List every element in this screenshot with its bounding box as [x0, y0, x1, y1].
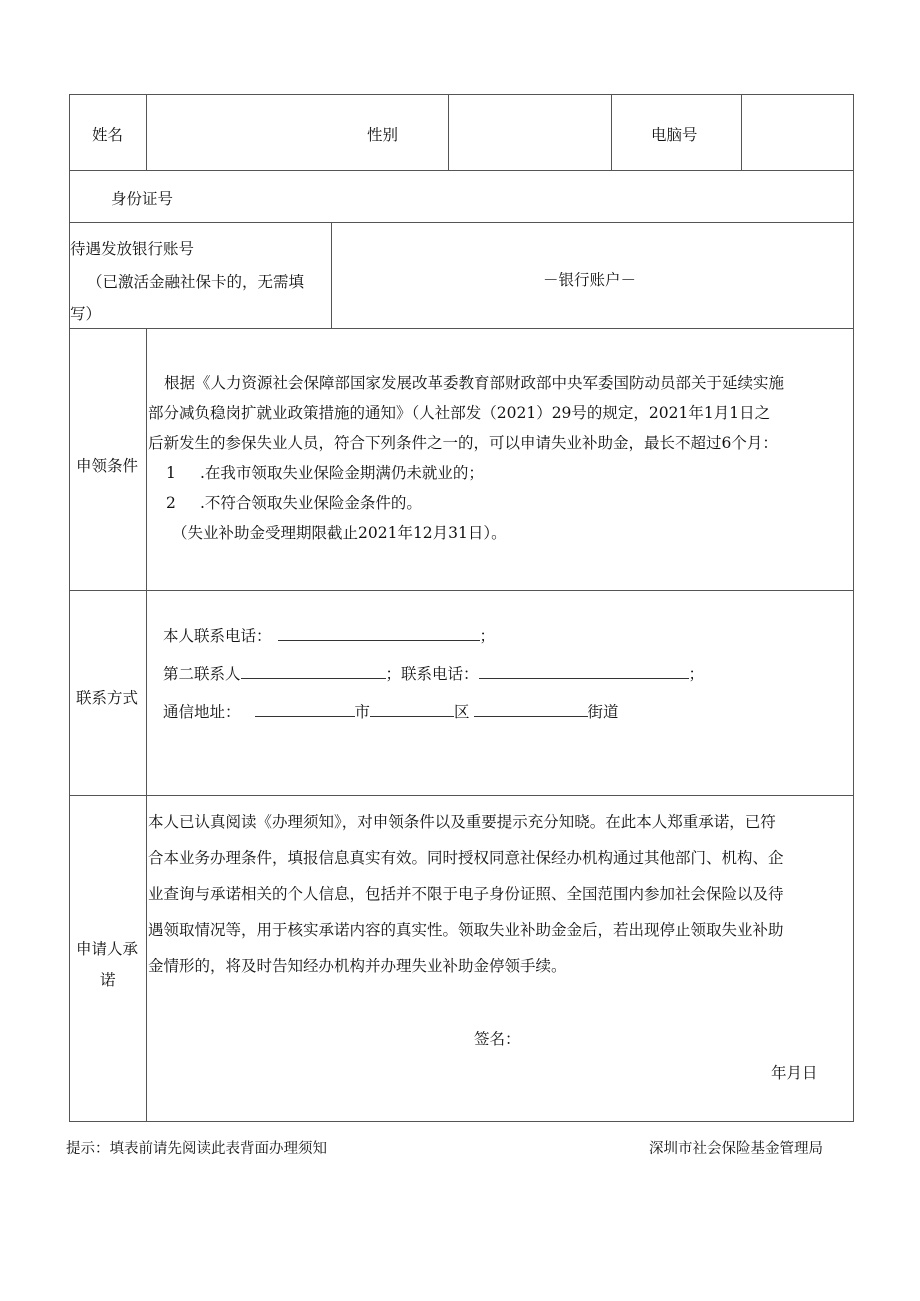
district-input[interactable] [370, 702, 454, 717]
pledge-text: 本人已认真阅读《办理须知》，对申领条件以及重要提示充分知晓。在此本人郑重承诺，已符 [148, 813, 776, 831]
row-divider [69, 795, 854, 796]
deadline-note: （失业补助金受理期限截止2021年12月31日）。 [172, 524, 507, 542]
name-label: 姓名 [92, 126, 124, 144]
bank-note-cont: 写） [70, 305, 102, 323]
condition-item: .不符合领取失业保险金条件的。 [200, 494, 422, 512]
pledge-text: 业查询与承诺相关的个人信息，包括并不限于电子身份证照、全国范围内参加社会保险以及待 [148, 885, 784, 903]
pledge-text: 合本业务办理条件，填报信息真实有效。同时授权同意社保经办机构通过其他部门、机构、企 [148, 849, 784, 867]
phone-input[interactable] [278, 626, 480, 641]
street-label: 街道 [587, 703, 619, 721]
col-divider [146, 328, 147, 1122]
conditions-text: 后新发生的参保失业人员，符合下列条件之一的，可以申请失业补助金，最长不超过6个月： [148, 434, 778, 452]
footer-org: 深圳市社会保险基金管理局 [649, 1141, 823, 1157]
bank-account-value[interactable]: －银行账户－ [543, 271, 637, 289]
condition-item: .在我市领取失业保险金期满仍未就业的； [200, 464, 484, 482]
table-border [69, 1121, 854, 1122]
address-label: 通信地址： [163, 703, 241, 721]
city-label: 市 [354, 703, 371, 721]
gender-label: 性别 [367, 126, 399, 144]
row-divider [69, 222, 854, 223]
col-divider [146, 94, 147, 170]
bank-note: （已激活金融社保卡的，无需填 [87, 273, 305, 291]
second-phone-label: ；联系电话： [385, 665, 479, 683]
pledge-text: 遇领取情况等，用于核实承诺内容的真实性。领取失业补助金金后，若出现停止领取失业补助 [148, 921, 784, 939]
col-divider [331, 222, 332, 328]
row-divider [69, 328, 854, 329]
contact-label: 联系方式 [76, 689, 139, 707]
conditions-text: 部分减负稳岗扩就业政策措施的通知》（人社部发（2021）29号的规定，2021年1月1日之 [148, 404, 771, 422]
pledge-text: 金情形的，将及时告知经办机构并办理失业补助金停领手续。 [148, 957, 567, 975]
id-label: 身份证号 [111, 190, 174, 208]
street-input[interactable] [474, 702, 588, 717]
conditions-text: 根据《人力资源社会保障部国家发展改革委教育部财政部中央军委国防动员部关于延续实施 [164, 374, 785, 392]
footer-tip: 提示：填表前请先阅读此表背面办理须知 [66, 1141, 327, 1157]
item-number: 1 [166, 464, 176, 482]
city-input[interactable] [255, 702, 355, 717]
bank-label: 待遇发放银行账号 [70, 240, 195, 258]
punct: ； [479, 627, 496, 645]
pledge-label-cont: 诺 [100, 971, 116, 989]
punct: ； [688, 665, 705, 683]
second-contact-input[interactable] [241, 664, 386, 679]
col-divider [611, 94, 612, 170]
row-divider [69, 590, 854, 591]
col-divider [741, 94, 742, 170]
pledge-label: 申请人承 [76, 940, 139, 958]
row-divider [69, 170, 854, 171]
table-border [853, 94, 854, 1122]
second-contact-label: 第二联系人 [163, 665, 241, 683]
table-border [69, 94, 854, 95]
signature-label[interactable]: 签名： [474, 1030, 521, 1048]
district-label: 区 [454, 703, 470, 721]
phone-label: 本人联系电话： [163, 627, 272, 645]
col-divider [448, 94, 449, 170]
item-number: 2 [166, 494, 176, 512]
date-label[interactable]: 年月日 [771, 1064, 818, 1082]
second-phone-input[interactable] [479, 664, 689, 679]
conditions-label: 申领条件 [76, 457, 139, 475]
computer-no-label: 电脑号 [651, 126, 698, 144]
